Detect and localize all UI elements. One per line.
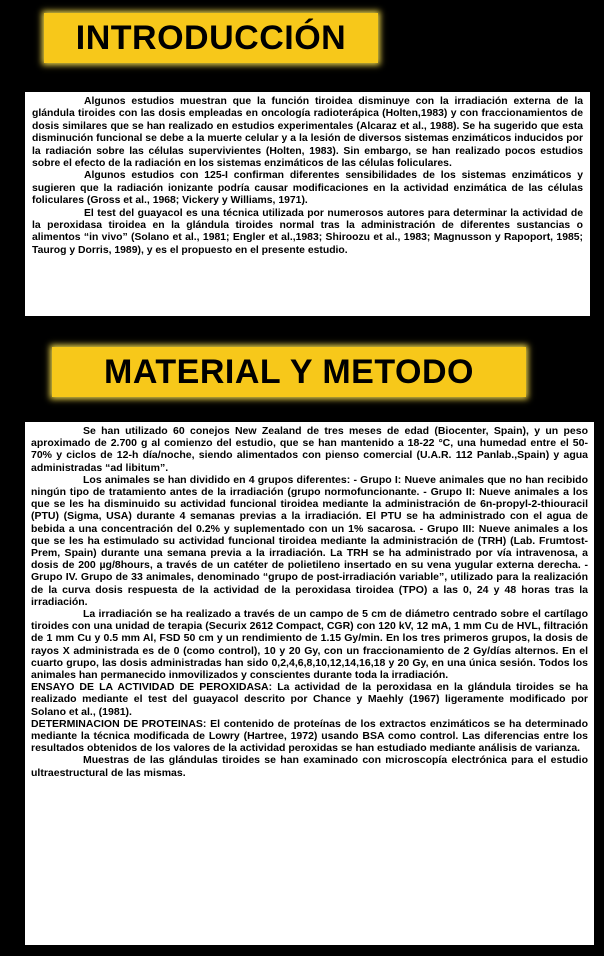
metodo-paragraph-2: Los animales se han dividido en 4 grupos diferentes: - Grupo I: Nueve animales que no han recibido ningún tipo de tratamiento antes de la irradiación (grupo normofuncionante. - Grupo II: Nueve animales a los que se les ha disminuido su actividad funcional tiroidea mediante la administración de 6n-propyl-2-thiouracil (PTU) (Sigma, USA) durante 4 semanas previas a la irradiación. El PTU se ha administrado con el agua de bebida a una concentración del 0.2% y suplementado con un 1% sacarosa. - Grupo III: Nueve animales a los que se les ha estimulado su actividad funcional tiroidea mediante la administración de (TRH) (Lab. Frumtost-Prem, Spain) durante una semana previa a la irradiación. La TRH se ha administrado por vía intravenosa, a dosis de 200 µg/8hours, a través de un catéter de polietileno insertado en su vena yugular externa derecha. - Grupo IV. Grupo de 33 animales, denominado “grupo de post-irradiación variable”, utilizado para la realización de la curva dosis respuesta de la actividad de la peroxidasa tiroidea (TPO) a las 0, 24 y 48 horas tras la irradiación. <box>31 473 588 608</box>
material-metodo-title: MATERIAL Y METODO <box>104 352 474 391</box>
material-metodo-banner <box>52 347 526 397</box>
metodo-paragraph-microscopia: Muestras de las glándulas tiroides se han examinado con microscopía electrónica para el estudio ultraestructural de las mismas. <box>31 754 588 779</box>
metodo-paragraph-3: La irradiación se ha realizado a través de un campo de 5 cm de diámetro centrado sobre el cartílago tiroides con una unidad de terapia (Securix 2612 Compact, CGR) con 120 kV, 12 mA, 1 mm Cu de HVL, filtración de 1 mm Cu y 0.5 mm Al, FSD 50 cm y un rendimiento de 1.15 Gy/min. En los tres primeros grupos, la dosis de rayos X administrada es de 0 (como control), 10 y 20 Gy, con un fraccionamiento de 2 Gy/días alternos. En el cuarto grupo, las dosis administradas han sido 0,2,4,6,8,10,12,14,16,18 y 20 Gy, en una única sesión. Todos los animales han permanecido inmovilizados y conscientes durante toda la irradiación. <box>31 608 588 682</box>
intro-paragraph-1: Algunos estudios muestran que la función tiroidea disminuye con la irradiación externa de la glándula tiroides con las dosis empleadas en oncología radioterápica (Holten,1983) y con fraccionamientos de dosis similares que se han realizado en estudios experimentales (Alcaraz et al., 1988). Se ha sugerido que esta disminución funcional se debe a la muerte celular y a la lesión de diversos sistemas enzimáticos inducidos por la radiación sobre las células supervivientes (Holten, 1983). Sin embargo, se han realizado pocos estudios sobre el efecto de la radiación en los sistemas enzimáticos de las células foliculares. <box>32 96 583 170</box>
introduccion-banner <box>44 13 378 63</box>
introduccion-title: INTRODUCCIÓN <box>75 18 347 57</box>
metodo-paragraph-proteinas: DETERMINACION DE PROTEINAS: El contenido de proteínas de los extractos enzimáticos se ha determinado mediante la técnica modificada de Lowry (Hartree, 1972) usando BSA como control. Las diferencias entre los resultados obtenidos de los valores de la actividad peroxidas se han estudiado mediante análisis de varianza. <box>31 717 588 755</box>
metodo-paragraph-peroxidasa: ENSAYO DE LA ACTIVIDAD DE PEROXIDASA: La actividad de la peroxidasa en la glándula tiroides se ha realizado mediante el test del guayacol descrito por Chance y Maehly (1967) ligeramente modificado por Solano et al., (1981). <box>31 681 588 718</box>
intro-paragraph-3: El test del guayacol es una técnica utilizada por numerosos autores para determinar la actividad de la peroxidasa tiroidea en la glándula tiroides normal tras la administración de diferentes sustancias o alimentos “in vivo” (Solano et al., 1981; Engler et al.,1983; Shiroozu et al., 1983; Magnusson y Rapoport, 1985; Taurog y Dorris, 1989), y es el propuesto en el presente estudio. <box>32 207 583 256</box>
introduccion-text-box <box>25 92 590 316</box>
metodo-paragraph-1: Se han utilizado 60 conejos New Zealand de tres meses de edad (Biocenter, Spain), y un peso aproximado de 2.700 g al comienzo del estudio, que se han mantenido a 18-22 °C, una humedad entre el 50-70% y ciclos de 12-h día/noche, siendo alimentados con pienso comercial (U.A.R. 112 Panlab.,Spain) y agua administradas “ad libitum”. <box>31 425 588 474</box>
intro-paragraph-2: Algunos estudios con 125-I confirman diferentes sensibilidades de los sistemas enzimáticos y sugieren que la radiación ionizante podría causar modificaciones en la actividad enzimática de las células foliculares (Gross et al., 1968; Vickery y Williams, 1971). <box>32 170 583 207</box>
material-metodo-text-box <box>25 422 594 945</box>
